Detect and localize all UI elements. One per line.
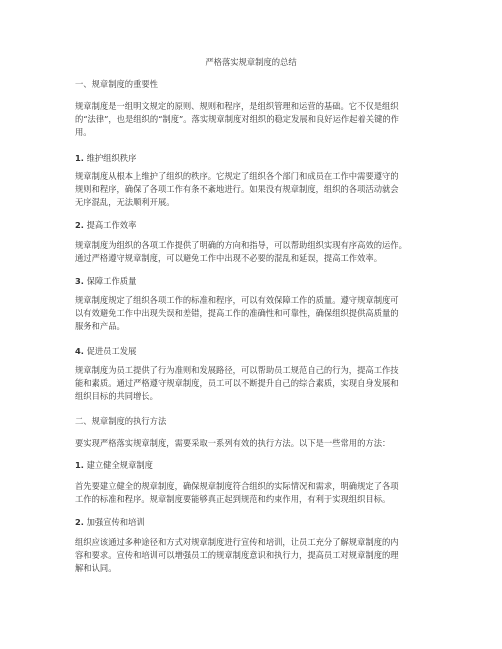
paragraph-line: 容和要求。宣传和培训可以增强员工的规章制度意识和执行力，提高员工对规章制度的理	[75, 550, 399, 560]
paragraph-line: 通过严格遵守规章制度，可以避免工作中出现不必要的混乱和延误，提高工作效率。	[75, 253, 382, 263]
subheading-maintain-order	[75, 152, 136, 164]
subheading-publicity-training	[75, 516, 145, 528]
subheading-title: 建立健全规章制度	[86, 460, 153, 470]
paragraph-line: 规章制度为组织的各项工作提供了明确的方向和指导，可以帮助组织实现有序高效的运作。	[75, 240, 407, 250]
subheading-title: 促进员工发展	[86, 346, 137, 356]
subheading-number: 3.	[75, 276, 84, 286]
section-heading-execution: 二、规章制度的执行方法	[75, 416, 167, 426]
subheading-number: 2.	[75, 517, 84, 527]
subheading-quality	[75, 275, 136, 287]
paragraph-line: 解和认同。	[75, 563, 117, 573]
paragraph-line: 规章制度为员工提供了行为准则和发展路径，可以帮助员工规范自己的行为，提高工作技	[75, 365, 399, 375]
paragraph-line: 规章制度规定了组织各项工作的标准和程序，可以有效保障工作的质量。遵守规章制度可	[75, 295, 399, 305]
subheading-title: 保障工作质量	[86, 276, 137, 286]
paragraph-line: 工作的标准和程序。规章制度要能够真正起到规范和约束作用，有利于实现组织目标。	[75, 494, 391, 504]
paragraph-line: 首先要建立健全的规章制度，确保规章制度符合组织的实际情况和需求，明确规定了各项	[75, 481, 399, 491]
subheading-title: 维护组织秩序	[86, 153, 137, 163]
paragraph-line: 服务和产品。	[75, 321, 125, 331]
paragraph-line: 用。	[75, 127, 92, 137]
paragraph-line: 以有效避免工作中出现失误和差错，提高工作的准确性和可靠性，确保组织提供高质量的	[75, 308, 399, 318]
paragraph-line: 规章制度从根本上维护了组织的秩序。它规定了组织各个部门和成员在工作中需要遵守的	[75, 171, 399, 181]
paragraph-line: 组织目标的共同增长。	[75, 391, 158, 401]
paragraph-line: 规则和程序，确保了各项工作有条不紊地进行。如果没有规章制度，组织的各项活动就会	[75, 184, 399, 194]
paragraph-line: 无序混乱，无法顺利开展。	[75, 197, 175, 207]
subheading-efficiency	[75, 219, 136, 231]
paragraph-line: 规章制度是一组明文规定的原则、规则和程序，是组织管理和运营的基础。它不仅是组织	[75, 101, 399, 111]
paragraph-line: 要实现严格落实规章制度，需要采取一系列有效的执行方法。以下是一些常用的方法：	[75, 438, 391, 448]
paragraph-line: 的“法律”，也是组织的“制度”。落实规章制度对组织的稳定发展和良好运作起着关键的作	[75, 114, 399, 124]
subheading-establish-rules	[75, 459, 153, 471]
section-heading-importance: 一、规章制度的重要性	[75, 79, 158, 89]
subheading-number: 1.	[75, 153, 84, 163]
subheading-number: 1.	[75, 460, 84, 470]
paragraph-line: 组织应该通过多种途径和方式对规章制度进行宣传和培训，让员工充分了解规章制度的内	[75, 537, 399, 547]
subheading-title: 提高工作效率	[86, 220, 137, 230]
subheading-title: 加强宣传和培训	[86, 517, 145, 527]
subheading-employee-development	[75, 345, 136, 357]
subheading-number: 2.	[75, 220, 84, 230]
document-title: 严格落实规章制度的总结	[205, 57, 297, 67]
paragraph-line: 能和素质。通过严格遵守规章制度，员工可以不断提升自己的综合素质，实现自身发展和	[75, 378, 399, 388]
subheading-number: 4.	[75, 346, 84, 356]
